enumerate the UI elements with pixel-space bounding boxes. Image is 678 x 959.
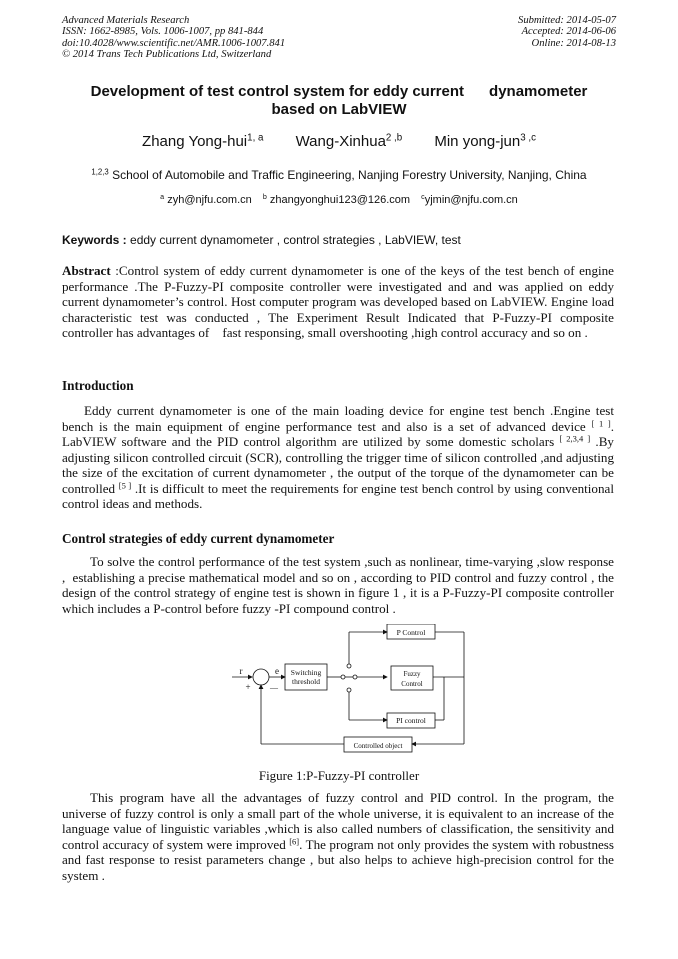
abstract-text: :Control system of eddy current dynamometer is one of the keys of the test bench of engine performance .The P-Fuzzy-PI composite controller were investigated and and was applied on eddy current dynamometer’s control. Host computer program was developed based on LabVIEW. Engine load characteristic test was conducted , The Experiment Result Indicated that P-Fuzzy-PI composite controller has advantages of fast responsing, small overshooting ,high control accuracy and so on . (62, 263, 618, 340)
author-list (62, 133, 616, 150)
journal-issn: ISSN: 1662-8985, Vols. 1006-1007, pp 841-844 (62, 26, 264, 38)
journal-copyright: © 2014 Trans Tech Publications Ltd, Switzerland (62, 49, 272, 61)
author: Wang-Xinhua$^{2 ,b}$ (295, 132, 403, 150)
author: Zhang Yong-hui$^{1, a}$ (142, 132, 264, 150)
switch-node-upper (347, 664, 351, 668)
journal-name: Advanced Materials Research (62, 15, 190, 26)
email-list (62, 194, 616, 206)
date-accepted: Accepted: 2014-06-06 (521, 26, 616, 38)
switching-label-2: threshold (292, 677, 320, 686)
label-minus: — (270, 683, 278, 692)
fuzzy-label-2: Control (401, 680, 423, 688)
label-plus: + (245, 682, 251, 692)
email: $^b$ zhangyonghui123@126.com (262, 193, 411, 206)
journal-doi: doi:10.4028/www.scientific.net/AMR.1006-1007.841 (62, 37, 286, 49)
control-paragraph: To solve the control performance of the test system ,such as nonlinear, time-varying ,slow response , establishing a precise mathematical model and so on , according to PID control and fuzzy control , the design of the control strategy of engine test is shown in figure 1 , it is a P-Fuzzy-PI composite controller which includes a P-control before fuzzy -PI compound control . (62, 554, 628, 616)
abstract (62, 263, 618, 341)
pi-control-label: PI control (396, 716, 426, 725)
final-paragraph: This program have all the advantages of fuzzy control and PID control. In the program, the universe of fuzzy control is only a small part of the whole universe, it is equivalent to an increase of the language value of linguistic variables ,which is also called numbers of classification, the sensitivity and control accuracy of system were improved [6]. The program not only provides the system with robustness and fast response to resist parameters change , but also helps to achieve high-precision control for the system . (62, 790, 614, 883)
section-heading-control-strategies: Control strategies of eddy current dynamometer (62, 531, 335, 546)
label-e: e (275, 666, 279, 676)
controlled-object-label: Controlled object (353, 742, 403, 750)
switch-node-left (341, 675, 345, 679)
figure-caption: Figure 1:P-Fuzzy-PI controller (258, 768, 420, 783)
keywords-text: eddy current dynamometer , control strategies , LabVIEW, test (130, 233, 461, 247)
citation: [ 1 ] (591, 417, 611, 428)
label-r: r (239, 666, 243, 676)
email: $^c$yjmin@njfu.com.cn (421, 193, 518, 206)
title-line-1: Development of test control system for eddy current dynamometer (90, 83, 588, 100)
controller-block-diagram (232, 624, 472, 756)
affiliation: $^{1,2,3}$ School of Automobile and Traffic Engineering, Nanjing Forestry University, Nanjing, China (91, 167, 587, 182)
citation: [5 ] (118, 479, 132, 490)
fuzzy-switch-node (353, 675, 357, 679)
keywords (62, 233, 616, 247)
abstract-label: Abstract (62, 263, 111, 278)
dates-header (518, 15, 616, 49)
keywords-label: Keywords : (62, 233, 127, 247)
switching-label-1: Switching (290, 668, 322, 677)
date-submitted: Submitted: 2014-05-07 (518, 15, 616, 26)
paper-title (62, 83, 616, 119)
introduction-paragraph: Eddy current dynamometer is one of the main loading device for engine test bench .Engine test bench is the main equipment of engine performance test and also is a set of advanced device [ 1 ]. LabVIEW software and the PID control algorithm are utilized by some domestic scholars [ 2,3,4 ] .By adjusting silicon controlled circuit (SCR), controlling the trigger time of silicon controlled ,and adjusting the size of the excitation of current dynamometer , the output of the torque of the dynamometer can be controlled [5 ] .It is difficult to meet the requirements for engine test bench control by using conventional control ideas and methods. (62, 403, 614, 511)
email: $^a$ zyh@njfu.com.cn (160, 193, 252, 206)
title-line-2: based on LabVIEW (271, 101, 407, 118)
citation: [ 2,3,4 ] (559, 433, 591, 444)
switch-node-lower (347, 688, 351, 692)
author: Min yong-jun$^{3 ,c}$ (434, 132, 536, 150)
journal-header (62, 15, 285, 61)
p-control-label: P Control (396, 628, 426, 637)
fuzzy-label-1: Fuzzy (403, 670, 421, 678)
citation: [6] (289, 835, 300, 846)
date-online: Online: 2014-08-13 (531, 37, 616, 49)
summing-junction (253, 669, 269, 685)
section-heading-introduction: Introduction (62, 378, 134, 393)
